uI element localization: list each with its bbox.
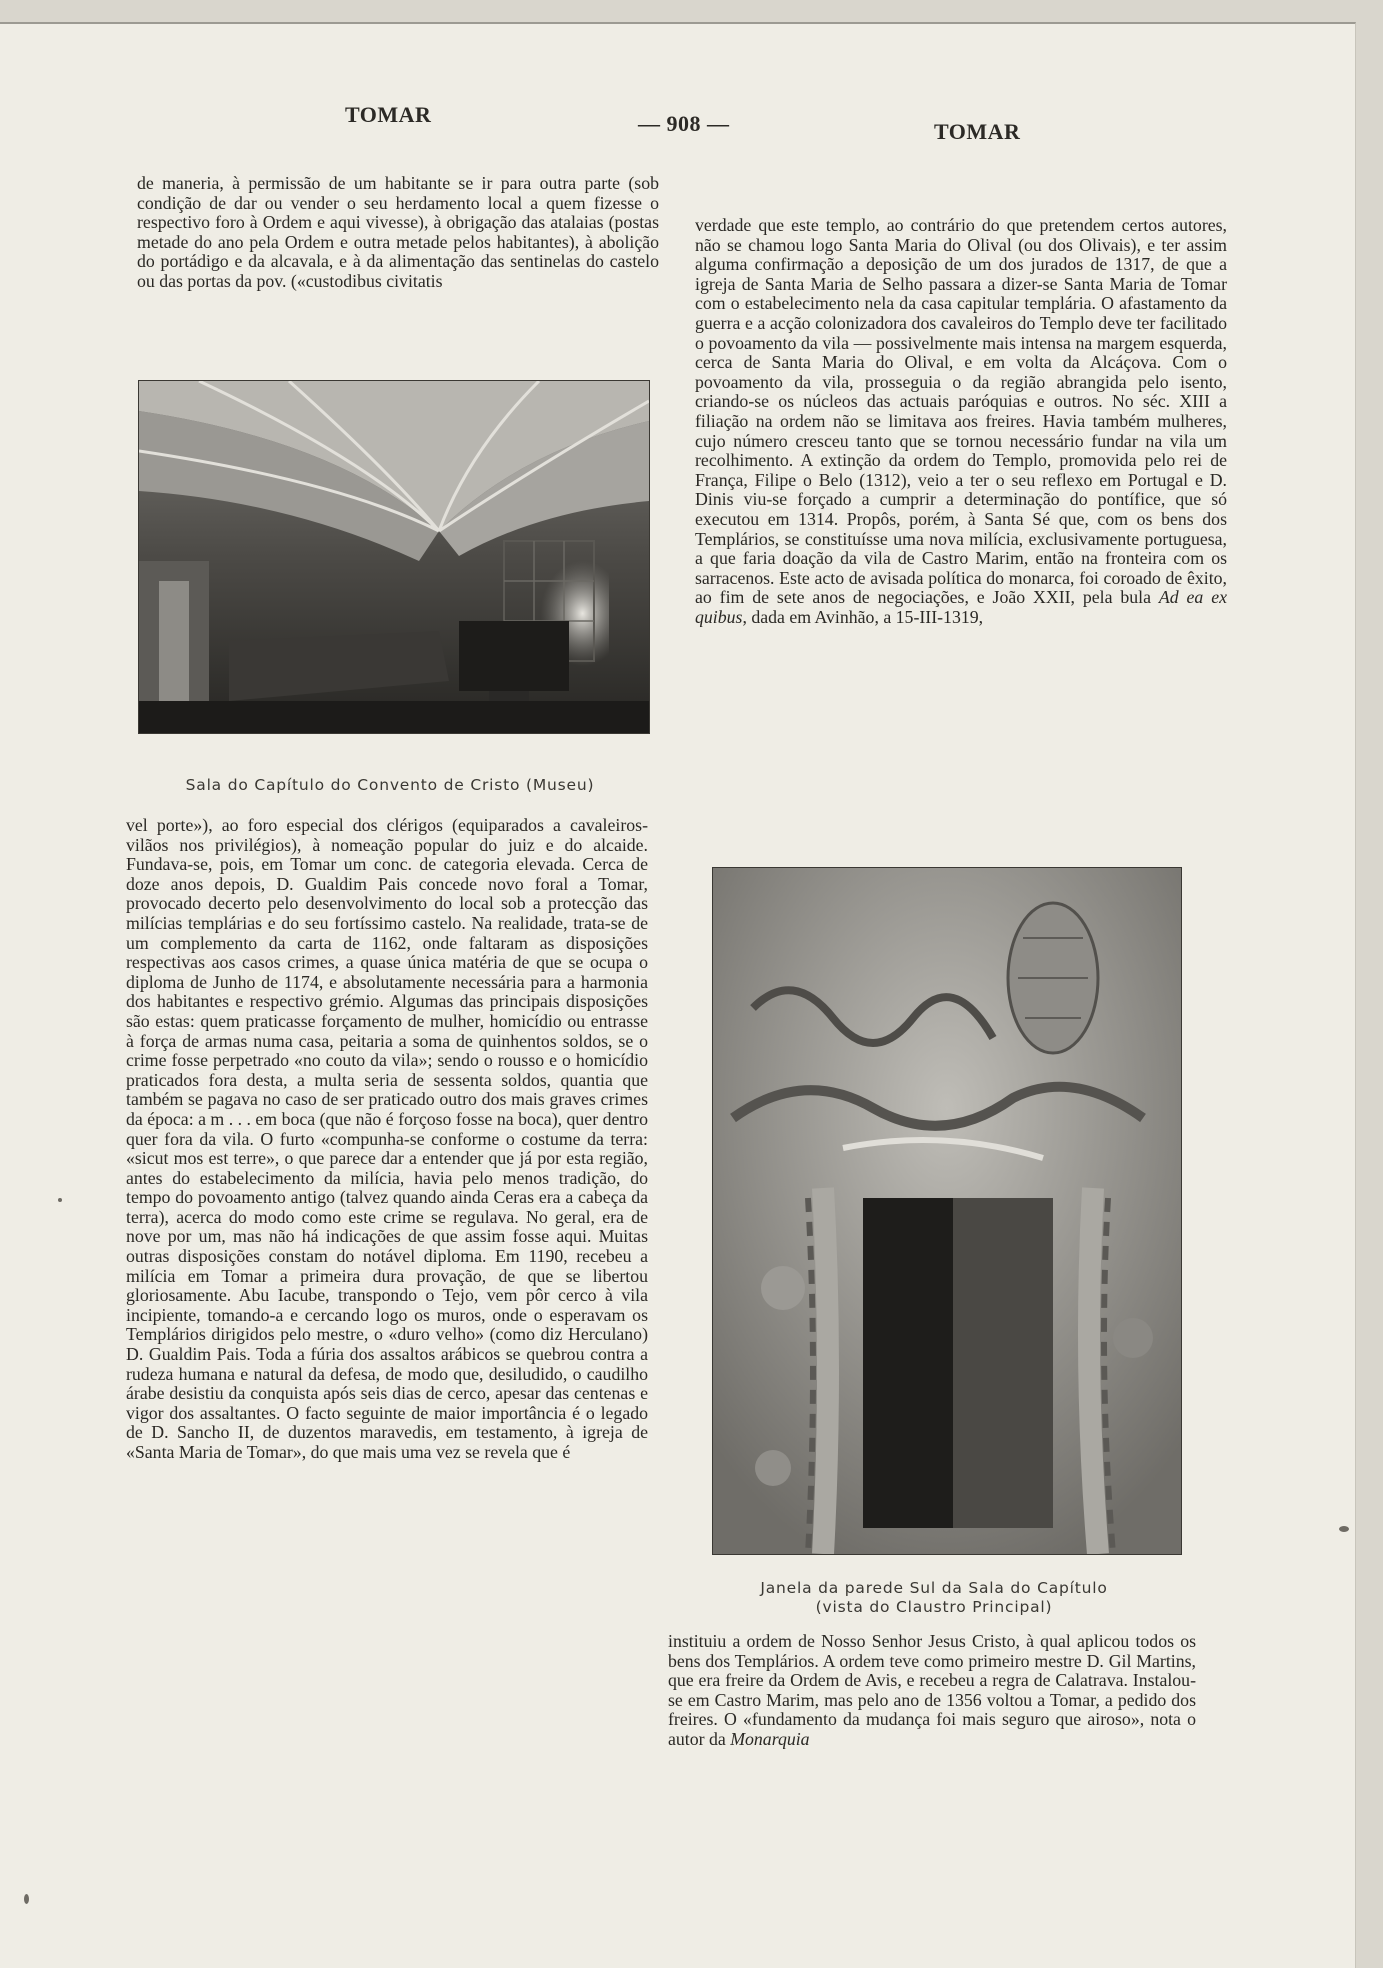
running-head-right: TOMAR (934, 119, 1021, 144)
paragraph: de maneria, à permissão de um habitante se ir para outra parte (sob condição de dar ou vender o seu herdamento local a quem fizesse o respectivo foro à Ordem e aqui vivesse), à obrigação das atalaias (postas metade do ano pela Ordem e outra metade pelos habitantes), à abolição do portádigo e da alcavala, e à da alimentação das sentinelas do castelo ou das portas da pov. («custodibus civitatis (137, 173, 659, 291)
caption-line: (vista do Claustro Principal) (815, 1598, 1053, 1616)
caption-window (700, 1579, 1168, 1617)
right-column-top-text (695, 216, 1227, 627)
scan-speck (24, 1894, 29, 1904)
italic-term: Monarquia (730, 1728, 810, 1749)
running-head-left: TOMAR (345, 102, 432, 127)
caption-chapter-hall: Sala do Capítulo do Convento de Cristo (Museu) (185, 776, 595, 794)
page-number: — 908 — (638, 111, 730, 136)
text-run: verdade que este templo, ao contrário do que pretendem certos autores, não se chamou logo Santa Maria do Olival (ou dos Olivais), e ter assim alguma confirmação a deposição de um dos jurados de 1317, de que a igreja de Santa Maria de Selho passara a dizer-se Santa Maria de Tomar com o estabelecimento nela da casa capitular templária. O afastamento da guerra e a acção colonizadora dos cavaleiros do Templo deve ter facilitado o povoamento da vila — possivelmente mais intensa na margem esquerda, cerca de Santa Maria do Olival, e em volta da Alcáçova. Com o povoamento da vila, prosseguia o da região abrangida pelo isento, criando-se os núcleos das actuais paróquias e outros. No séc. XIII a filiação na ordem não se limitava aos freires. Havia também mulheres, cujo número cresceu tanto que se tornou necessário fundar na vila um recolhimento. A extinção da ordem do Templo, promovida pelo rei de França, Filipe o Belo (1312), veio a ter o seu reflexo em Portugal e D. Dinis viu-se forçado a cumprir a determinação do pontífice, que só executou em 1314. Propôs, porém, à Santa Sé que, com os bens dos Templários, se constituísse uma nova milícia, exclusivamente portuguesa, a que faria doação da vila de Castro Marim, então na fronteira com os sarracenos. Este acto de avisada política do monarca, foi coroado de êxito, ao fim de sete anos de negociações, e João XXII, pela bula (695, 215, 1227, 608)
caption-line: Janela da parede Sul da Sala do Capítulo (760, 1579, 1108, 1597)
right-column-bottom-text (668, 1632, 1196, 1750)
photo-chapter-hall (138, 380, 650, 734)
scan-speck (1339, 1526, 1349, 1532)
window-carving-image (713, 868, 1181, 1554)
scan-speck (58, 1198, 62, 1202)
left-column-bottom-text (126, 816, 648, 1463)
paragraph (668, 1632, 1196, 1750)
bull-title: Ad ea ex quibus (695, 587, 1227, 627)
left-column-top-text (137, 174, 659, 292)
vaulted-hall-image (139, 381, 649, 733)
paragraph (695, 216, 1227, 627)
scanned-page (0, 22, 1356, 1968)
photo-window (712, 867, 1182, 1555)
text-run: , dada em Avinhão, a 15-III-1319, (742, 606, 984, 627)
text-run: instituiu a ordem de Nosso Senhor Jesus Cristo, à qual aplicou todos os bens dos Templários. A ordem teve como primeiro mestre D. Gil Martins, que era freire da Ordem de Avis, e recebeu a regra de Calatrava. Instalou-se em Castro Marim, mas pelo ano de 1356 voltou a Tomar, a pedido dos freires. O «fundamento da mudança foi mais seguro que airoso», nota o autor da (668, 1631, 1196, 1749)
paragraph: vel porte»), ao foro especial dos clérigos (equiparados a cavaleiros-vilãos nos privilégios), à nomeação popular do juiz e do alcaide. Fundava-se, pois, em Tomar um conc. de categoria elevada. Cerca de doze anos depois, D. Gualdim Pais concede novo foral a Tomar, provocado decerto pelo desenvolvimento do local sob a protecção das milícias templárias e do seu fortíssimo castelo. Na realidade, trata-se de um complemento da carta de 1162, onde faltaram as disposições respectivas aos casos crimes, a quase única matéria de que se ocupa o diploma de Junho de 1174, e absolutamente necessária para a harmonia dos habitantes e respectivo grémio. Algumas das principais disposições são estas: quem praticasse forçamento de mulher, homicídio ou entrasse à força de armas numa casa, peitaria a soma de quinhentos soldos, se o crime fosse perpetrado «no couto da vila»; sendo o rousso e o homicídio praticados fora desta, a multa seria de sessenta soldos, quantia que também se pagava no caso de ser praticado outro dos mais graves crimes da época: a m . . . em boca (que não é forçoso fosse na boca), quer dentro quer fora da vila. O furto «compunha-se conforme o costume da terra: «sicut mos est terre», o que parece dar a entender que já por esta região, antes do estabelecimento da milícia, havia pelo menos tradição, do tempo do povoamento antigo (talvez quando ainda Ceras era a cabeça da terra), acerca do modo como este crime se regulava. No geral, era de nove por um, mas não há indicações de que assim fosse aqui. Muitas outras disposições constam do notável diploma. Em 1190, recebeu a milícia em Tomar a primeira dura provação, de que se libertou gloriosamente. Abu Iacube, transpondo o Tejo, vem pôr cerco à vila incipiente, tomando-a e cercando logo os muros, onde o esperavam os Templários dirigidos pelo mestre, o «duro velho» (como diz Herculano) D. Gualdim Pais. Toda a fúria dos assaltos arábicos se quebrou contra a rudeza humana e natural da defesa, de modo que, desiludido, o caudilho árabe desistiu da conquista após seis dias de cerco, apesar das centenas e vigor dos assaltantes. O facto seguinte de maior importância é o legado de D. Sancho II, de duzentos maravedis, em testamento, à igreja de «Santa Maria de Tomar», do que mais uma vez se revela que é (126, 815, 648, 1462)
